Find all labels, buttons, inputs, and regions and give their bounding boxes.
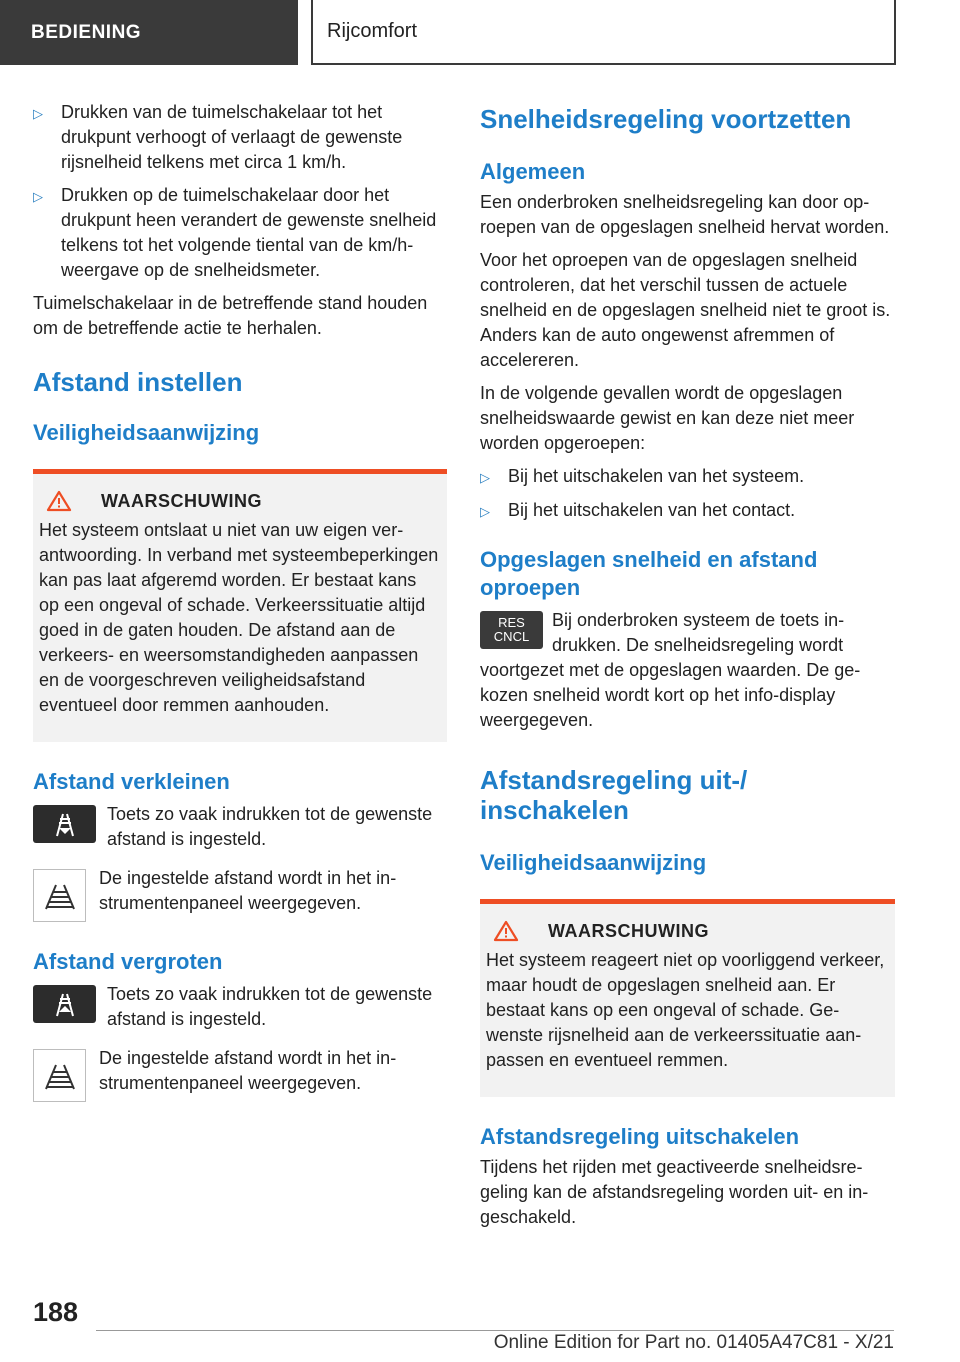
- warning-box: [33, 469, 447, 742]
- warning-text: Het systeem ontslaat u niet van uw eigen verantwoording. In verband met systeembeperkingen kan pas laat afgeremd worden. Er bestaat kans op een ongeval of schade. Verkeerssituatie altijd goed in de gaten houden. De afstand aan de verkeers- en weersomstandigheden aanpassen en de voorgeschreven veiligheidsafstand eventueel door remmen aanhouden.: [39, 520, 439, 715]
- list-item: [480, 498, 895, 524]
- distance-decrease-button-icon: [33, 805, 96, 843]
- list-item-text: Bij het uitschakelen van het contact.: [508, 500, 796, 520]
- list-item-text: Drukken op de tuimelschakelaar door het drukpunt heen verandert de gewenste snelheid telkens tot het volgende tiental van de km/h-weergave op de snelheidsmeter.: [61, 185, 437, 280]
- vergroten-display-text: De ingestelde afstand wordt in het instrumentenpaneel weergegeven.: [99, 1048, 397, 1093]
- cncl-label: CNCL: [493, 629, 530, 644]
- uitschakelen-paragraph: Tijdens het rijden met geactiveerde snelheidsregeling kan de afstandsregeling worden uit- en ingeschakeld.: [480, 1157, 869, 1227]
- list-item: [33, 183, 447, 283]
- warning-box: [480, 899, 895, 1097]
- hold-paragraph: Tuimelschakelaar in de betreffende stand houden om de betreffende actie te herhalen.: [33, 293, 428, 338]
- heading-veiligheidsaanwijzing-right: Veiligheidsaanwijzing: [480, 850, 707, 875]
- list-item-text: Drukken van de tuimelschakelaar tot het drukpunt verhoogt of verlaagt de gewenste rijsnelheid telkens met circa 1 km/h.: [61, 102, 403, 172]
- bullet-triangle-icon: ▷: [33, 189, 43, 204]
- footer-divider: [96, 1330, 894, 1331]
- res-section: [480, 608, 895, 741]
- paragraph-1: Een onderbroken snelheidsregeling kan door oproepen van de opgeslagen snelheid hervat worden.: [480, 192, 890, 237]
- res-cncl-button-icon: [480, 611, 543, 649]
- vergroten-button-row: [33, 982, 447, 1032]
- heading-algemeen: Algemeen: [480, 159, 586, 184]
- res-label: RES: [498, 615, 525, 630]
- verkleinen-display-text: De ingestelde afstand wordt in het instrumentenpaneel weergegeven.: [99, 868, 397, 913]
- distance-display-icon: [33, 869, 86, 922]
- heading-afstand-instellen: Afstand instellen: [33, 367, 243, 397]
- warning-text: Het systeem reageert niet op voorliggend verkeer, maar houdt de opgeslagen snelheid aan. Er bestaat kans op een ongeval of schade. Gewenste rijsnelheid aan de verkeerssituatie aanpassen en eventueel remmen.: [486, 950, 885, 1070]
- heading-afstandsregeling-uitschakelen: Afstandsregeling uitschakelen: [480, 1124, 800, 1149]
- footer-edition: Online Edition for Part no. 01405A47C81 - X/21: [493, 1332, 894, 1353]
- heading-opgeslagen-snelheid: Opgeslagen snelheid en afstand oproepen: [480, 547, 818, 600]
- heading-afstand-verkleinen: Afstand verkleinen: [33, 769, 230, 794]
- page-title-text: Rijcomfort: [327, 20, 418, 42]
- oproepen-paragraph: Bij onderbroken systeem de toets indrukken. De snelheidsregeling wordt voortgezet met de opgeslagen waarden. De gekozen snelheid wordt kort op het info-display weergegeven.: [480, 610, 861, 730]
- heading-afstand-vergroten: Afstand vergroten: [33, 949, 223, 974]
- bullet-triangle-icon: ▷: [33, 106, 43, 121]
- list-item: [33, 100, 447, 175]
- paragraph-3: In de volgende gevallen wordt de opgeslagen snelheidswaarde gewist en kan deze niet meer worden opgeroepen:: [480, 383, 855, 453]
- distance-display-icon: [33, 1049, 86, 1102]
- warning-triangle-icon: [39, 490, 79, 512]
- chapter-label: BEDIENING: [0, 0, 298, 65]
- left-column: [33, 100, 447, 1102]
- verkleinen-display-row: [33, 866, 447, 922]
- page-title: [311, 0, 896, 65]
- warning-title: WAARSCHUWING: [548, 920, 709, 941]
- list-item: [480, 464, 895, 490]
- vergroten-button-text: Toets zo vaak indrukken tot de gewenste afstand is ingesteld.: [107, 984, 433, 1029]
- vergroten-display-row: [33, 1046, 447, 1102]
- verkleinen-button-text: Toets zo vaak indrukken tot de gewenste afstand is ingesteld.: [107, 804, 433, 849]
- heading-afstandsregeling-uit-inschakelen: Afstandsregeling uit-/ inschakelen: [480, 765, 748, 825]
- bullet-triangle-icon: ▷: [480, 504, 490, 519]
- distance-increase-button-icon: [33, 985, 96, 1023]
- warning-triangle-icon: [486, 920, 526, 942]
- bullet-triangle-icon: ▷: [480, 470, 490, 485]
- warning-title: WAARSCHUWING: [101, 490, 262, 511]
- list-item-text: Bij het uitschakelen van het systeem.: [508, 466, 805, 486]
- heading-veiligheidsaanwijzing: Veiligheidsaanwijzing: [33, 420, 260, 445]
- verkleinen-button-row: [33, 802, 447, 852]
- page-number: 188: [33, 1297, 79, 1327]
- paragraph-2: Voor het oproepen van de opgeslagen snelheid controleren, dat het verschil tussen de actuele snelheid en de opgeslagen snelheid niet te groot is. Anders kan de auto ongewenst afremmen of accelereren.: [480, 250, 891, 370]
- heading-snelheidsregeling-voortzetten: Snelheidsregeling voortzetten: [480, 104, 852, 134]
- right-column: [480, 100, 895, 1238]
